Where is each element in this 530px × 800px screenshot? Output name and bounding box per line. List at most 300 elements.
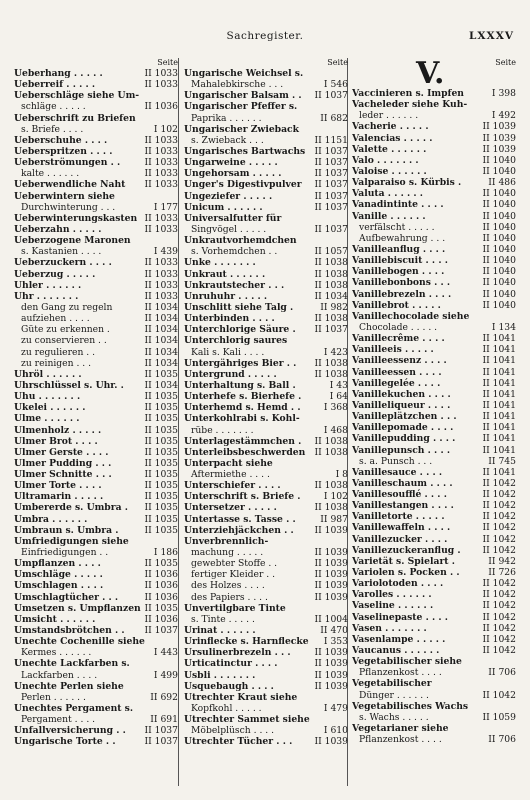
entry-term: Ungarischer Balsam . . xyxy=(184,90,302,102)
index-entry xyxy=(352,701,516,712)
entry-page-ref: II 1039 xyxy=(314,524,348,536)
index-entry xyxy=(184,257,348,268)
entry-page-ref: II 692 xyxy=(150,691,178,703)
entry-page-ref: II 1035 xyxy=(144,391,178,403)
entry-term: zu reinigen . . . xyxy=(21,357,92,369)
entry-page-ref: II 1033 xyxy=(144,79,178,91)
entry-page-ref: I 499 xyxy=(153,669,178,681)
index-entry xyxy=(14,391,178,402)
index-entry xyxy=(352,623,516,634)
entry-term: s. Wachs . . . . . xyxy=(359,711,429,723)
entry-page-ref: II 1037 xyxy=(314,145,348,157)
entry-term: Vanillepudding . . . . xyxy=(352,433,456,445)
entry-page-ref: II 1042 xyxy=(482,544,516,556)
entry-term: Urticatinctur . . . . xyxy=(184,658,278,670)
entry-term: Ungarische Torte . . xyxy=(14,736,116,748)
entry-page-ref: II 1041 xyxy=(482,399,516,411)
entry-term: Ulmer Gerste . . . . xyxy=(14,446,109,458)
index-entry xyxy=(184,157,348,168)
index-entry xyxy=(352,110,516,121)
index-entry xyxy=(14,547,178,558)
index-entry xyxy=(352,411,516,422)
entry-page-ref: II 1034 xyxy=(144,313,178,325)
index-entry xyxy=(14,179,178,190)
index-entry xyxy=(184,514,348,525)
entry-term: Valoise . . . . . . xyxy=(352,165,427,177)
index-entry xyxy=(14,124,178,135)
entry-term: Vegetabilischer siehe xyxy=(352,656,462,668)
index-entry xyxy=(14,191,178,202)
entry-term: Vegetabilischer xyxy=(352,678,432,690)
entry-page-ref: II 1033 xyxy=(144,279,178,291)
entry-page-ref: II 1037 xyxy=(314,324,348,336)
entry-term: Uhrschlüssel s. Uhr. . xyxy=(14,379,124,391)
entry-term: Pflanzenkost . . . . xyxy=(359,734,442,746)
index-entry xyxy=(352,233,516,244)
entry-page-ref: II 1040 xyxy=(482,299,516,311)
entry-term: Ueberschrift zu Briefen xyxy=(14,112,136,124)
entry-term: Unterziehjäckchen . . xyxy=(184,524,294,536)
entry-term: Ueberwinterungskasten xyxy=(14,212,138,224)
entry-page-ref: II 1040 xyxy=(482,188,516,200)
index-entry xyxy=(352,478,516,489)
index-entry xyxy=(184,168,348,179)
entry-page-ref: II 1033 xyxy=(144,268,178,280)
entry-page-ref: I 102 xyxy=(323,491,348,503)
index-entry xyxy=(184,380,348,391)
entry-page-ref: II 1041 xyxy=(482,333,516,345)
entry-term: Vasenlampe . . . . . xyxy=(352,633,446,645)
index-entry xyxy=(184,681,348,692)
entry-term: Ungarisches Bartwachs xyxy=(184,145,306,157)
index-entry xyxy=(352,333,516,344)
entry-page-ref: II 1041 xyxy=(482,433,516,445)
entry-page-ref: II 1037 xyxy=(144,625,178,637)
entry-page-ref: II 1039 xyxy=(314,591,348,603)
entry-page-ref: II 1042 xyxy=(482,645,516,657)
entry-term: schläge . . . . . xyxy=(21,101,86,113)
entry-page-ref: II 1057 xyxy=(314,246,348,258)
entry-page-ref: II 1038 xyxy=(314,435,348,447)
index-entry xyxy=(14,79,178,90)
entry-page-ref: II 1037 xyxy=(314,168,348,180)
entry-term: Lackfarben . . . . xyxy=(21,669,98,681)
entry-page-ref: II 1059 xyxy=(482,711,516,723)
index-entry xyxy=(184,302,348,313)
index-entry xyxy=(352,723,516,734)
index-entry xyxy=(14,313,178,324)
index-entry xyxy=(184,736,348,747)
index-entry xyxy=(14,347,178,358)
entry-page-ref: I 439 xyxy=(153,246,178,258)
entry-term: Unger's Digestivpulver xyxy=(184,179,302,191)
index-entry xyxy=(14,335,178,346)
index-entry xyxy=(352,378,516,389)
entry-term: Unterhaltung s. Ball . xyxy=(184,379,296,391)
index-entry xyxy=(352,199,516,210)
index-entry xyxy=(184,692,348,703)
entry-page-ref: II 1037 xyxy=(314,201,348,213)
entry-page-ref: II 682 xyxy=(320,112,348,124)
entry-page-ref: II 1034 xyxy=(144,301,178,313)
entry-term: Kopfkohl . . . . . xyxy=(191,703,262,715)
entry-page-ref: II 1034 xyxy=(144,346,178,358)
seite-label: Seite xyxy=(495,58,516,67)
entry-term: Utrechter Sammet siehe xyxy=(184,714,310,726)
index-entry xyxy=(14,358,178,369)
entry-term: Vanillewaffeln . . . . xyxy=(352,522,451,534)
entry-page-ref: II 1042 xyxy=(482,589,516,601)
index-entry xyxy=(352,88,516,99)
index-entry xyxy=(184,425,348,436)
entry-term: fertiger Kleider . . xyxy=(191,569,276,581)
entry-term: Kermes . . . . . . xyxy=(21,647,92,659)
entry-term: Unterbinden . . . . xyxy=(184,313,275,325)
index-entry xyxy=(14,246,178,257)
index-entry xyxy=(352,667,516,678)
entry-page-ref: I 479 xyxy=(323,703,348,715)
entry-term: Vanillezuckeranflug . xyxy=(352,544,461,556)
entry-page-ref: II 1040 xyxy=(482,154,516,166)
entry-term: Ulmer Brot . . . . xyxy=(14,435,98,447)
entry-term: Valette . . . . . . xyxy=(352,143,427,155)
index-entry xyxy=(184,124,348,135)
index-entry xyxy=(14,725,178,736)
entry-term: Urinflecke s. Harnflecke xyxy=(184,636,309,648)
entry-page-ref: I 186 xyxy=(153,547,178,559)
index-entry xyxy=(14,614,178,625)
entry-page-ref: II 1040 xyxy=(482,210,516,222)
entry-term: Ueberwendliche Naht xyxy=(14,179,126,191)
entry-term: Unkraut . . . . . . xyxy=(184,268,266,280)
section-letter: V. xyxy=(416,56,445,91)
entry-page-ref: II 1042 xyxy=(482,689,516,701)
index-entry xyxy=(14,647,178,658)
entry-list xyxy=(352,88,516,745)
entry-term: Unechtes Pergament s. xyxy=(14,703,134,715)
entry-page-ref: II 1034 xyxy=(144,335,178,347)
index-entry xyxy=(352,445,516,456)
running-title: Sachregister. xyxy=(226,30,304,42)
entry-term: Ungeziefer . . . . . xyxy=(184,190,273,202)
entry-page-ref: II 1040 xyxy=(482,165,516,177)
entry-term: Mahalebkirsche . . . xyxy=(191,79,284,91)
entry-page-ref: II 1042 xyxy=(482,622,516,634)
entry-page-ref: II 1034 xyxy=(144,379,178,391)
entry-term: Unterpacht siehe xyxy=(184,457,273,469)
index-entry xyxy=(352,522,516,533)
entry-page-ref: II 1034 xyxy=(144,357,178,369)
entry-term: Vanillecrême . . . . xyxy=(352,333,445,345)
index-entry xyxy=(14,235,178,246)
index-entry xyxy=(184,101,348,112)
entry-term: Umpflanzen . . . . xyxy=(14,558,101,570)
entry-term: Aufbewahrung . . . xyxy=(359,232,446,244)
index-column-3 xyxy=(352,58,516,790)
entry-term: Ungehorsam . . . . . xyxy=(184,168,282,180)
entry-page-ref: II 1039 xyxy=(314,569,348,581)
index-entry xyxy=(184,235,348,246)
entry-page-ref: II 1033 xyxy=(144,212,178,224)
entry-page-ref: II 1033 xyxy=(144,257,178,269)
entry-list xyxy=(14,68,178,748)
entry-page-ref: II 1035 xyxy=(144,424,178,436)
entry-term: Ulmenholz . . . . . xyxy=(14,424,102,436)
entry-page-ref: II 1042 xyxy=(482,500,516,512)
entry-page-ref: II 1035 xyxy=(144,446,178,458)
entry-page-ref: II 1036 xyxy=(144,101,178,113)
entry-page-ref: II 1035 xyxy=(144,480,178,492)
index-entry xyxy=(14,580,178,591)
entry-page-ref: II 1034 xyxy=(314,290,348,302)
entry-term: Variolotoden . . . . xyxy=(352,578,444,590)
index-entry xyxy=(184,580,348,591)
index-entry xyxy=(184,502,348,513)
entry-term: s. Briefe . . . . xyxy=(21,123,84,135)
index-entry xyxy=(14,291,178,302)
index-entry xyxy=(14,113,178,124)
index-entry xyxy=(14,592,178,603)
entry-page-ref: II 1036 xyxy=(144,569,178,581)
index-entry xyxy=(14,157,178,168)
index-entry xyxy=(184,647,348,658)
entry-term: Ueberreif . . . . . xyxy=(14,79,96,91)
entry-term: Untergrund . . . . . xyxy=(184,368,277,380)
entry-term: Ungarweine . . . . . xyxy=(184,157,278,169)
index-entry xyxy=(184,491,348,502)
index-entry xyxy=(184,335,348,346)
entry-page-ref: II 1040 xyxy=(482,221,516,233)
entry-page-ref: II 1042 xyxy=(482,489,516,501)
entry-term: Vanillegelée . . . . xyxy=(352,377,441,389)
entry-term: Pflanzenkost . . . . xyxy=(359,667,442,679)
index-entry xyxy=(184,714,348,725)
index-entry xyxy=(14,324,178,335)
index-entry xyxy=(184,469,348,480)
entry-page-ref: II 1040 xyxy=(482,288,516,300)
entry-page-ref: II 1038 xyxy=(314,268,348,280)
entry-page-ref: II 1037 xyxy=(314,190,348,202)
index-entry xyxy=(352,422,516,433)
entry-page-ref: I 134 xyxy=(491,321,516,333)
entry-page-ref: II 1039 xyxy=(314,669,348,681)
index-entry xyxy=(14,224,178,235)
index-entry xyxy=(352,656,516,667)
entry-term: Unke . . . . . . . xyxy=(184,257,256,269)
index-entry xyxy=(184,135,348,146)
entry-term: machung . . . . . xyxy=(191,547,264,559)
entry-term: Möbelplüsch . . . . xyxy=(191,725,275,737)
entry-term: Vanillepomade . . . . xyxy=(352,422,454,434)
entry-term: aufziehen . . . . xyxy=(21,313,90,325)
index-entry xyxy=(14,502,178,513)
entry-page-ref: II 1039 xyxy=(314,580,348,592)
index-entry xyxy=(184,703,348,714)
entry-term: Paprika . . . . . . xyxy=(191,112,262,124)
entry-page-ref: II 982 xyxy=(320,301,348,313)
entry-term: Unfallversicherung . . xyxy=(14,725,126,737)
entry-page-ref: I 492 xyxy=(491,110,516,122)
entry-page-ref: II 1038 xyxy=(314,446,348,458)
index-entry xyxy=(352,133,516,144)
entry-list xyxy=(184,68,348,748)
index-entry xyxy=(14,458,178,469)
entry-term: Unruhuhr . . . . . xyxy=(184,290,268,302)
entry-term: Untergähriges Bier . . xyxy=(184,357,297,369)
entry-term: Utrechter Kraut siehe xyxy=(184,691,298,703)
entry-page-ref: II 1035 xyxy=(144,457,178,469)
entry-page-ref: II 726 xyxy=(488,567,516,579)
entry-term: Vanillebrezeln . . . . xyxy=(352,288,452,300)
index-entry xyxy=(14,213,178,224)
entry-term: Vanillestangen . . . . xyxy=(352,500,454,512)
index-entry xyxy=(14,692,178,703)
index-entry xyxy=(184,391,348,402)
entry-term: Ultramarin . . . . . xyxy=(14,491,104,503)
entry-term: Dünger . . . . . . xyxy=(359,689,429,701)
entry-page-ref: II 1035 xyxy=(144,524,178,536)
index-entry xyxy=(184,146,348,157)
index-entry xyxy=(352,456,516,467)
index-entry xyxy=(352,634,516,645)
index-entry xyxy=(352,400,516,411)
index-entry xyxy=(14,90,178,101)
entry-term: Umbraun s. Umbra . xyxy=(14,524,119,536)
index-entry xyxy=(14,425,178,436)
index-entry xyxy=(352,600,516,611)
entry-page-ref: I 468 xyxy=(323,424,348,436)
entry-term: Untersetzer . . . . . xyxy=(184,502,277,514)
index-entry xyxy=(184,625,348,636)
index-entry xyxy=(184,313,348,324)
index-entry xyxy=(184,90,348,101)
index-entry xyxy=(352,511,516,522)
entry-term: Durchwinterung . . . xyxy=(21,201,116,213)
entry-page-ref: II 486 xyxy=(488,177,516,189)
entry-term: Güte zu erkennen . xyxy=(21,324,110,336)
index-entry xyxy=(184,603,348,614)
entry-page-ref: II 987 xyxy=(320,513,348,525)
index-entry xyxy=(14,469,178,480)
entry-term: Ulmer Pudding . . . xyxy=(14,457,112,469)
index-entry xyxy=(184,592,348,603)
index-entry xyxy=(184,324,348,335)
entry-term: Vanadintinte . . . . xyxy=(352,199,444,211)
index-entry xyxy=(14,202,178,213)
index-entry xyxy=(14,536,178,547)
index-entry xyxy=(352,244,516,255)
index-entry xyxy=(352,166,516,177)
entry-term: Ulme . . . . . . xyxy=(14,413,80,425)
entry-page-ref: I 443 xyxy=(153,647,178,659)
index-entry xyxy=(352,500,516,511)
index-entry xyxy=(184,725,348,736)
index-entry xyxy=(352,177,516,188)
index-entry xyxy=(184,213,348,224)
entry-term: Vaseline . . . . . . xyxy=(352,600,434,612)
entry-page-ref: II 1035 xyxy=(144,435,178,447)
entry-term: Vanillepunsch . . . . xyxy=(352,444,451,456)
index-entry xyxy=(14,736,178,747)
entry-page-ref: II 1042 xyxy=(482,533,516,545)
entry-term: Ueberhang . . . . . xyxy=(14,68,103,79)
entry-page-ref: II 1038 xyxy=(314,257,348,269)
entry-page-ref: II 1038 xyxy=(314,368,348,380)
entry-term: Vegetarianer siehe xyxy=(352,723,449,735)
index-entry xyxy=(14,402,178,413)
page-number: LXXXV xyxy=(469,30,514,42)
index-entry xyxy=(184,547,348,558)
index-entry xyxy=(184,436,348,447)
index-entry xyxy=(184,224,348,235)
entry-page-ref: II 1037 xyxy=(314,179,348,191)
entry-term: Usbli . . . . . . . xyxy=(184,669,256,681)
entry-term: des Papiers . . . . xyxy=(191,591,268,603)
entry-page-ref: II 1041 xyxy=(482,344,516,356)
entry-term: Ungarischer Pfeffer s. xyxy=(184,101,298,113)
entry-term: Unterlagestämmchen . xyxy=(184,435,302,447)
entry-term: Unschlitt siehe Talg . xyxy=(184,301,294,313)
index-entry xyxy=(14,68,178,79)
entry-page-ref: II 1038 xyxy=(314,357,348,369)
entry-page-ref: II 1037 xyxy=(314,90,348,102)
entry-term: Vaselinepaste . . . . xyxy=(352,611,448,623)
entry-term: Valencias . . . . . xyxy=(352,132,433,144)
entry-page-ref: I 368 xyxy=(323,402,348,414)
entry-term: Unterchlorig saures xyxy=(184,335,288,347)
index-entry xyxy=(184,79,348,90)
entry-page-ref: II 1039 xyxy=(314,658,348,670)
entry-page-ref: I 423 xyxy=(323,346,348,358)
index-entry xyxy=(352,99,516,110)
entry-page-ref: II 1041 xyxy=(482,422,516,434)
entry-term: Untertasse s. Tasse . . xyxy=(184,513,296,525)
index-entry xyxy=(184,458,348,469)
index-entry xyxy=(184,280,348,291)
entry-term: Vanilleessenz . . . . xyxy=(352,355,447,367)
index-entry xyxy=(14,302,178,313)
index-entry xyxy=(14,681,178,692)
entry-term: Unvertilgbare Tinte xyxy=(184,602,286,614)
entry-page-ref: II 1039 xyxy=(314,680,348,692)
entry-page-ref: II 1034 xyxy=(144,324,178,336)
entry-term: Umsetzen s. Umpflanzen xyxy=(14,602,141,614)
index-entry xyxy=(352,467,516,478)
entry-page-ref: II 706 xyxy=(488,734,516,746)
entry-page-ref: II 1036 xyxy=(144,613,178,625)
entry-term: Singvögel . . . . . xyxy=(191,223,267,235)
entry-term: Umbererde s. Umbra . xyxy=(14,502,128,514)
index-entry xyxy=(14,135,178,146)
entry-term: Vanilleanflug . . . . xyxy=(352,243,446,255)
entry-page-ref: II 1039 xyxy=(482,143,516,155)
index-entry xyxy=(352,144,516,155)
entry-page-ref: II 1038 xyxy=(314,279,348,291)
entry-term: s. Vorhemdchen . . xyxy=(191,246,278,258)
index-entry xyxy=(352,534,516,545)
entry-page-ref: II 1042 xyxy=(482,477,516,489)
index-column-2 xyxy=(184,58,348,790)
entry-page-ref: II 942 xyxy=(488,555,516,567)
entry-term: Umschlagen . . . . xyxy=(14,580,104,592)
index-entry xyxy=(184,291,348,302)
entry-term: rübe . . . . . . . xyxy=(191,424,254,436)
index-entry xyxy=(14,636,178,647)
index-entry xyxy=(352,211,516,222)
entry-page-ref: I 398 xyxy=(491,88,516,99)
index-entry xyxy=(184,670,348,681)
entry-term: Unterschiefer . . . . xyxy=(184,480,281,492)
